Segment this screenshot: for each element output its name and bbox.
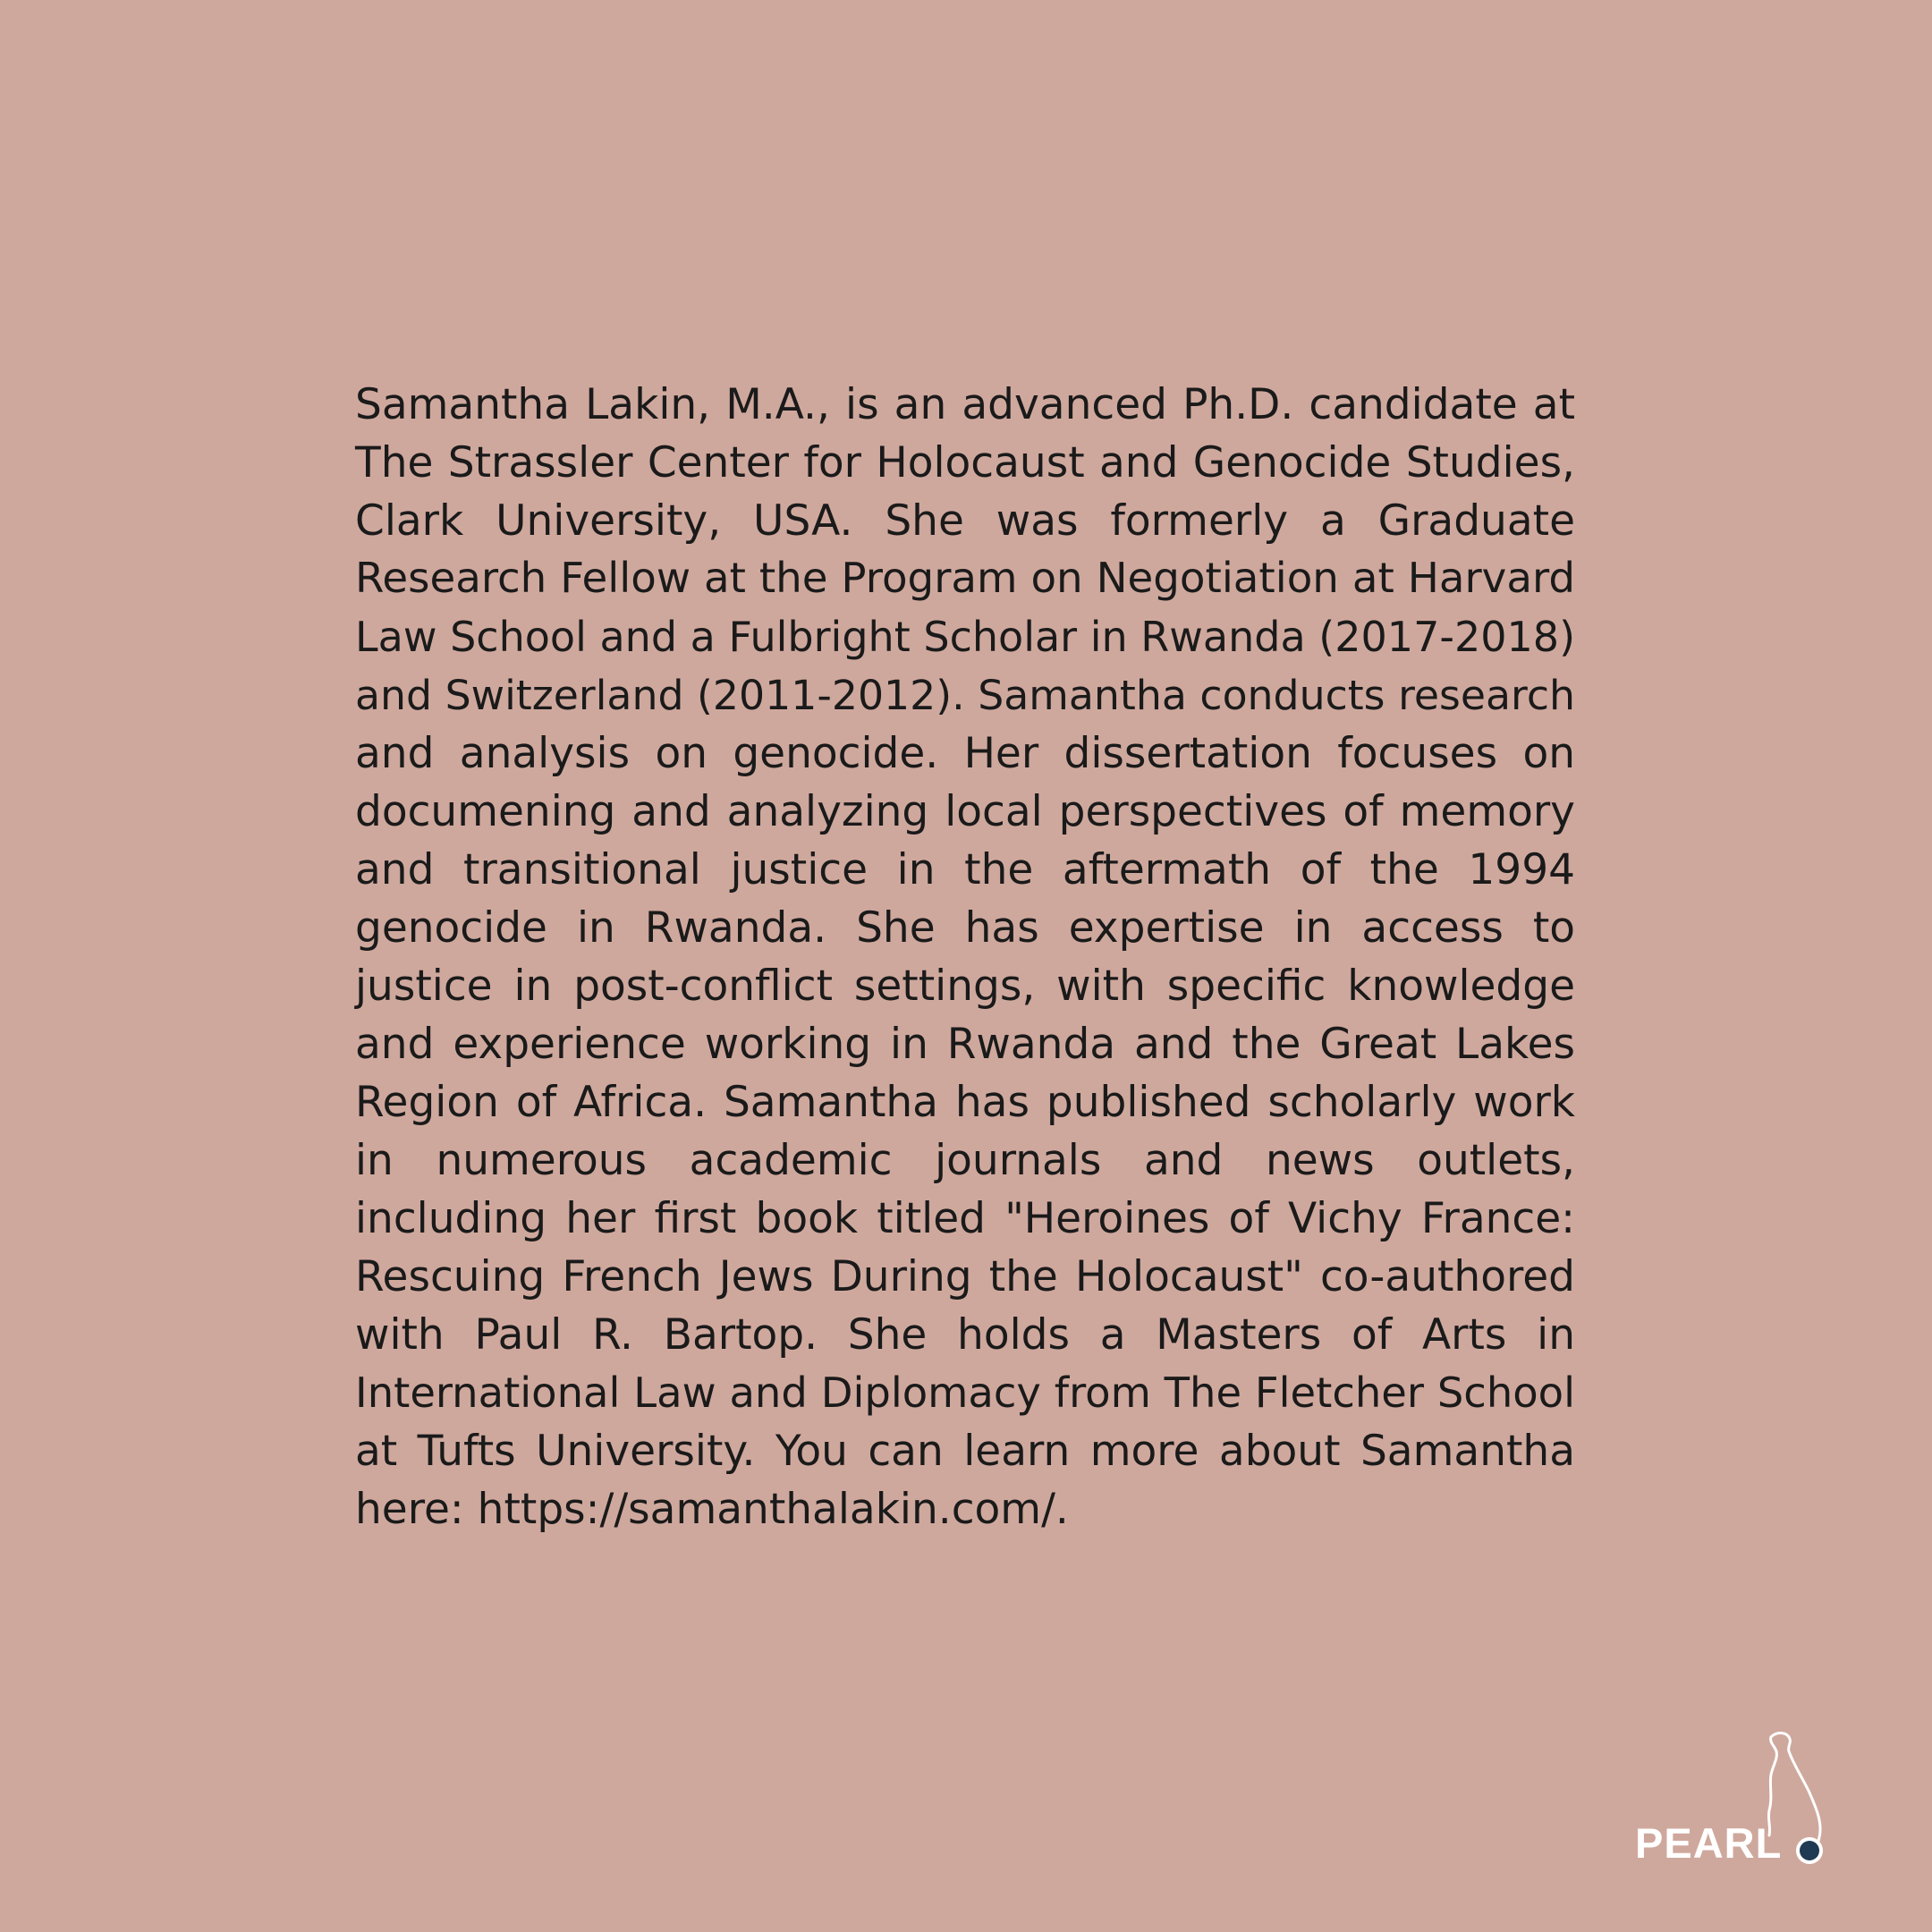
bio-line: with Paul R. Bartop. She holds a Masters of Arts in <box>355 1310 1575 1360</box>
bio-line: here: https://samanthalakin.com/. <box>355 1485 1069 1534</box>
bio-line: International Law and Diplomacy from The Fletcher School <box>355 1368 1575 1417</box>
logo-wordmark: PEARL <box>1635 1819 1783 1867</box>
bio-line: including her first book titled "Heroines of Vichy France: <box>355 1194 1575 1243</box>
bio-line: Law School and a Fulbright Scholar in Rwanda (2017-2018) <box>355 613 1576 661</box>
bio-line: in numerous academic journals and news outlets, <box>355 1136 1575 1185</box>
bio-line: Rescuing French Jews During the Holocaust" co-authored <box>355 1252 1575 1301</box>
bio-line: The Strassler Center for Holocaust and Genocide Studies, <box>355 438 1575 487</box>
bio-line: and transitional justice in the aftermath of the 1994 <box>355 845 1575 894</box>
bio-line: Region of Africa. Samantha has published scholarly work <box>355 1078 1575 1127</box>
bio-line: documening and analyzing local perspectives of memory <box>355 787 1575 836</box>
bio-line: and analysis on genocide. Her dissertation focuses on <box>355 729 1575 778</box>
bio-line: Research Fellow at the Program on Negotiation at Harvard <box>355 555 1575 603</box>
bio-paragraph <box>355 376 1575 1538</box>
bio-line: genocide in Rwanda. She has expertise in access to <box>355 903 1575 953</box>
bio-line: and experience working in Rwanda and the Great Lakes <box>355 1020 1575 1069</box>
bio-line: Clark University, USA. She was formerly a Graduate <box>355 496 1575 546</box>
bio-line: at Tufts University. You can learn more about Samantha <box>355 1427 1575 1476</box>
bio-line: and Switzerland (2011-2012). Samantha conducts research <box>355 672 1575 719</box>
logo-dot-inner <box>1800 1841 1819 1860</box>
bio-line: justice in post-conflict settings, with specific knowledge <box>355 962 1575 1011</box>
pearl-logo <box>1635 1726 1850 1869</box>
bio-line: Samantha Lakin, M.A., is an advanced Ph.D. candidate at <box>355 380 1575 429</box>
